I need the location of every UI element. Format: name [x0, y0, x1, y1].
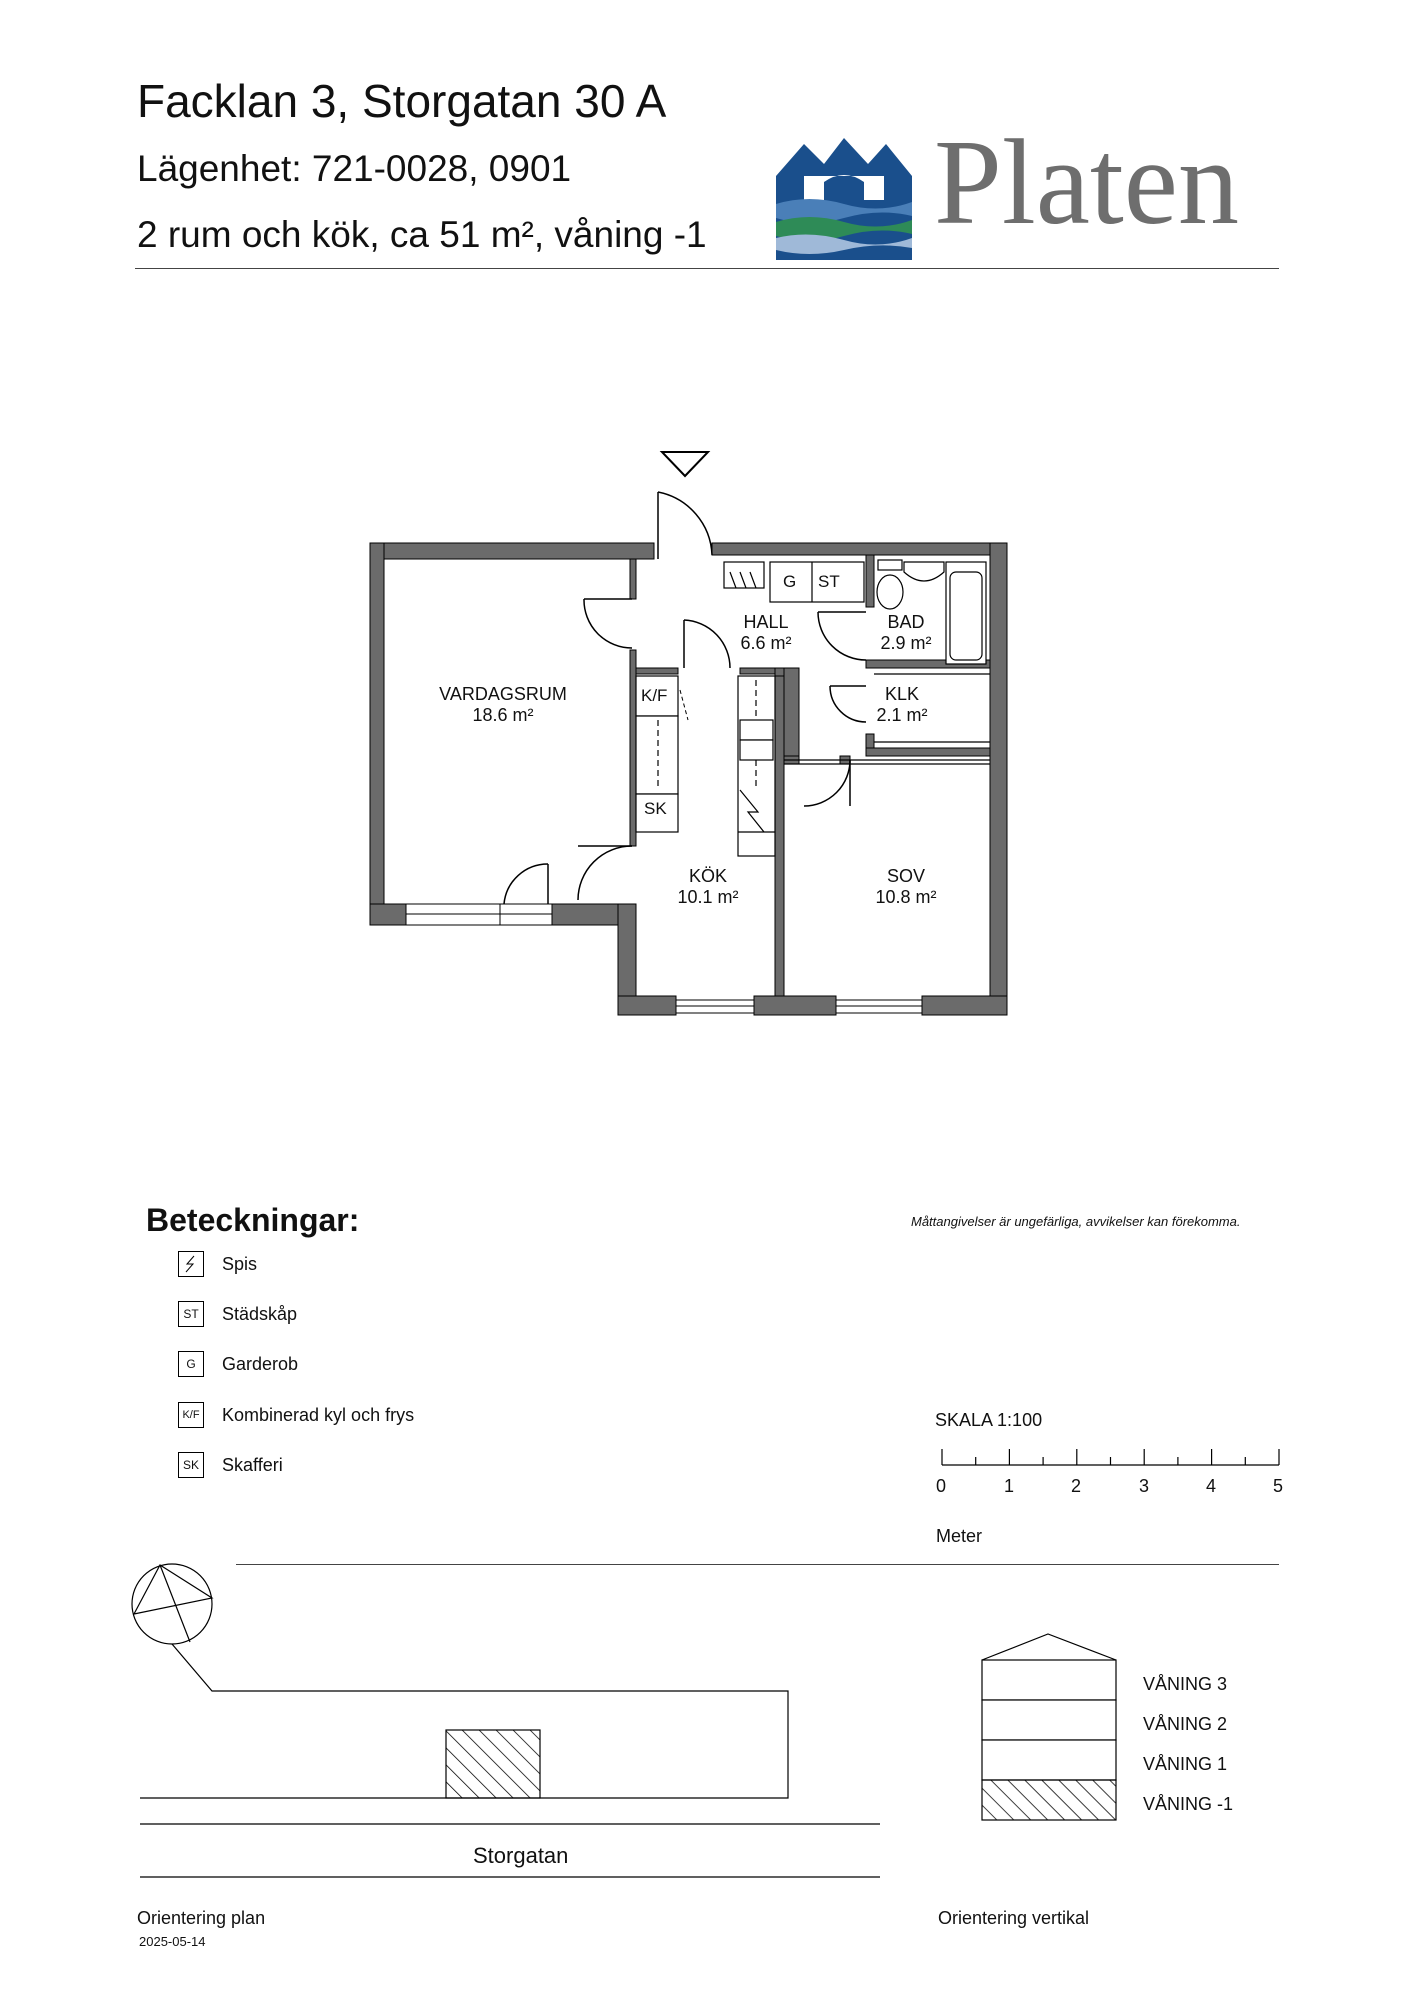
legend-g-icon: G — [178, 1351, 204, 1377]
apartment-number: Lägenhet: 721-0028, 0901 — [137, 148, 572, 189]
fixture-sk: SK — [644, 799, 667, 818]
scale-unit: Meter — [936, 1526, 983, 1546]
room-name: SOV — [886, 866, 925, 886]
legend-label: Skafferi — [222, 1455, 283, 1475]
room-name: VARDAGSRUM — [439, 684, 567, 704]
scale-tick: 2 — [1071, 1476, 1082, 1496]
street-name: Storgatan — [473, 1843, 569, 1868]
room-name: KLK — [884, 684, 920, 704]
floor-label: VÅNING 2 — [1143, 1714, 1228, 1734]
disclaimer: Måttangivelser är ungefärliga, avvikelser kan förekomma. — [911, 1214, 1241, 1229]
legend-label: Kombinerad kyl och frys — [222, 1405, 415, 1425]
room-area: 10.8 m² — [875, 887, 937, 907]
room-kok — [668, 866, 748, 908]
room-area: 6.6 m² — [740, 633, 792, 653]
room-name: HALL — [743, 612, 789, 632]
floor-label: VÅNING -1 — [1143, 1794, 1234, 1814]
scale-tick: 5 — [1273, 1476, 1284, 1496]
room-area: 18.6 m² — [472, 705, 534, 725]
room-vardagsrum — [433, 684, 573, 726]
room-area: 10.1 m² — [677, 887, 739, 907]
room-name: KÖK — [688, 866, 727, 886]
compass-icon — [132, 1564, 212, 1644]
room-sov — [866, 866, 946, 908]
orientation-plan-map — [0, 1540, 900, 1900]
logo-wordmark: Platen — [934, 115, 1239, 250]
scale-tick: 0 — [936, 1476, 947, 1496]
room-area: 2.9 m² — [880, 633, 932, 653]
legend-kf-icon: K/F — [178, 1402, 204, 1428]
scale-tick: 4 — [1206, 1476, 1217, 1496]
date-label: 2025-05-14 — [139, 1934, 206, 1949]
floor-label: VÅNING 3 — [1143, 1674, 1228, 1694]
floor-label: VÅNING 1 — [1143, 1754, 1228, 1774]
legend-label: Garderob — [222, 1354, 299, 1374]
legend-label: Spis — [222, 1254, 258, 1274]
apartment-summary: 2 rum och kök, ca 51 m², våning -1 — [137, 214, 707, 255]
legend-sk-icon: SK — [178, 1452, 204, 1478]
property-title: Facklan 3, Storgatan 30 A — [137, 75, 667, 127]
scale-tick: 3 — [1139, 1476, 1150, 1496]
scale-label: SKALA 1:100 — [935, 1410, 1043, 1430]
room-hall — [726, 612, 806, 654]
room-klk — [862, 684, 942, 726]
scale-bar — [930, 1445, 1290, 1475]
orientation-plan-label: Orientering plan — [137, 1908, 266, 1928]
orientation-vertical-diagram — [970, 1624, 1130, 1828]
legend-st-icon: ST — [178, 1301, 204, 1327]
room-name: BAD — [887, 612, 925, 632]
legend-spis-icon — [178, 1251, 204, 1277]
orientation-vertical-label: Orientering vertikal — [938, 1908, 1090, 1928]
fixture-kf: K/F — [641, 686, 668, 705]
scale-tick: 1 — [1004, 1476, 1015, 1496]
legend-title: Beteckningar: — [146, 1202, 360, 1238]
legend-label: Städskåp — [222, 1304, 298, 1324]
room-bad — [866, 612, 946, 654]
fixture-st: ST — [818, 572, 840, 591]
room-area: 2.1 m² — [876, 705, 928, 725]
fixture-g: G — [783, 572, 797, 591]
